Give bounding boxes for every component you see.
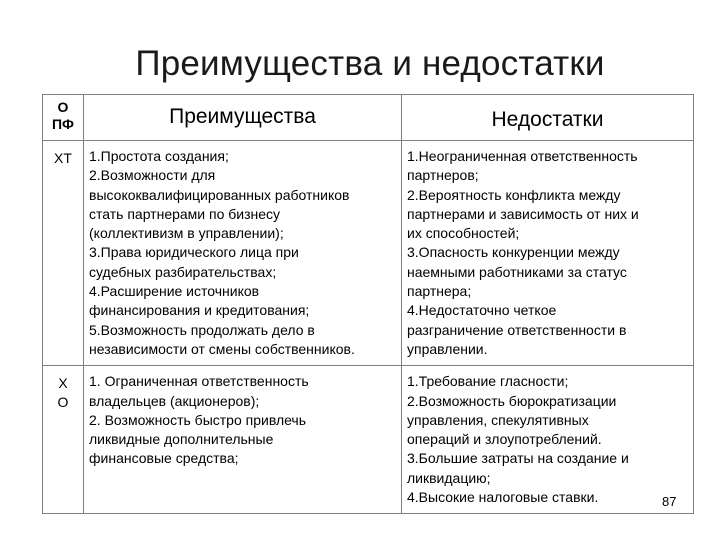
cell-line: стать партнерами по бизнесу (89, 205, 281, 222)
advantages-cell (84, 366, 402, 514)
cell-line: 1.Требование гласности; (407, 373, 569, 390)
cell-line: 1.Неограниченная ответственность (407, 148, 638, 164)
cell-line: 3.Опасность конкуренции между (407, 244, 620, 261)
comparison-table (42, 94, 694, 514)
cell-line: владельцев (акционеров); (89, 392, 260, 409)
cell-line: ХТ (54, 150, 72, 166)
cell-line: 1.Простота создания; (89, 148, 229, 164)
row-label (43, 366, 84, 514)
cell-line: 2. Возможность быстро привлечь (89, 411, 307, 428)
table-row (43, 141, 694, 366)
disadvantages-header: Недостатки (402, 95, 694, 141)
cell-line: О (57, 393, 69, 410)
cell-line: 4.Высокие налоговые ставки. (407, 489, 599, 506)
cell-line: 4.Расширение источников (89, 283, 260, 300)
cell-line: 2.Возможность бюрократизации (407, 392, 617, 409)
cell-line: 1. Ограниченная ответственность (89, 373, 309, 390)
cell-line: финансирования и кредитования; (89, 302, 310, 319)
table-header-row (43, 95, 694, 141)
corner-label-top: О (57, 99, 69, 115)
cell-line: Х (58, 375, 68, 392)
cell-line: независимости от смены собственников. (89, 340, 355, 357)
cell-line: разграничение ответственности в (407, 321, 627, 338)
cell-line: финансовые средства; (89, 450, 239, 467)
cell-line: партнерами и зависимость от них и (407, 205, 639, 222)
cell-line: 2.Возможности для (89, 167, 216, 184)
row-label (43, 141, 84, 366)
cell-line: 3.Права юридического лица при (89, 244, 299, 261)
page-number: 87 (662, 494, 677, 509)
advantages-header: Преимущества (84, 95, 402, 141)
cell-line: их способностей; (407, 225, 520, 242)
table-row (43, 366, 694, 514)
page-title: Преимущества и недостатки (135, 44, 605, 83)
corner-cell (43, 95, 84, 141)
cell-line: 3.Большие затраты на создание и (407, 450, 629, 467)
disadvantages-cell (402, 366, 694, 514)
cell-line: операций и злоупотреблений. (407, 431, 602, 448)
cell-line: 5.Возможность продолжать дело в (89, 321, 315, 338)
cell-line: партнеров; (407, 167, 479, 184)
cell-line: 2.Вероятность конфликта между (407, 186, 621, 203)
cell-line: управлении. (407, 340, 488, 357)
cell-line: ликвидные дополнительные (89, 431, 274, 448)
advantages-cell (84, 141, 402, 366)
cell-line: наемными работниками за статус (407, 263, 627, 280)
disadvantages-cell (402, 141, 694, 366)
cell-line: 4.Недостаточно четкое (407, 302, 557, 319)
corner-label-bottom: ПФ (51, 116, 74, 132)
cell-line: ликвидацию; (407, 469, 491, 486)
cell-line: управления, спекулятивных (407, 411, 589, 428)
cell-line: партнера; (407, 283, 472, 300)
cell-line: (коллективизм в управлении); (89, 225, 284, 242)
cell-line: высококвалифицированных работников (89, 186, 350, 203)
cell-line: судебных разбирательствах; (89, 263, 277, 280)
